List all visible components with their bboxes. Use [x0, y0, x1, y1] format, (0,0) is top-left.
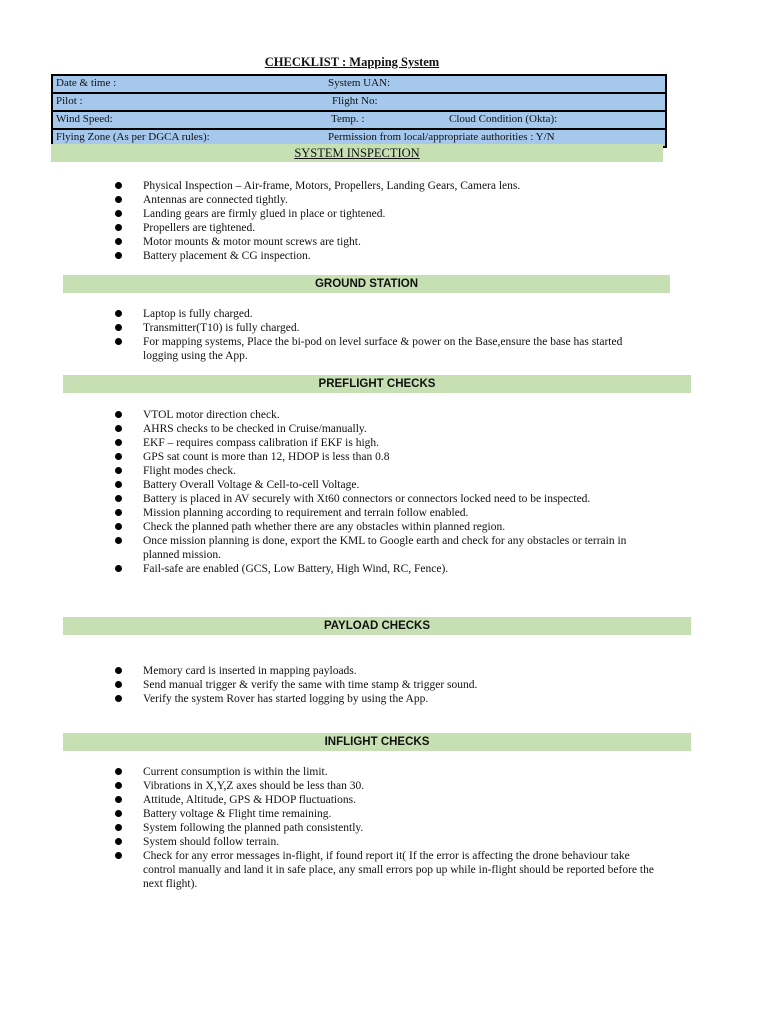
checklist-item-text: Current consumption is within the limit. [143, 766, 328, 778]
checklist-item-text: For mapping systems, Place the bi-pod on level surface & power on the Base,ensure the base has started logging using the App. [143, 336, 623, 362]
checklist-item-text: AHRS checks to be checked in Cruise/manually. [143, 423, 367, 435]
bullet-icon [115, 852, 122, 859]
bullet-icon [115, 338, 122, 345]
checklist-item [115, 307, 655, 321]
checklist-item-text: Check for any error messages in-flight, if found report it( If the error is affecting the drone behaviour take control manually and land it in safe place, any small errors pop up while in-flight should be reported before the next flight). [143, 850, 654, 890]
inflight-checks-list [115, 765, 655, 891]
cloud-condition-field: Cloud Condition (Okta): [449, 113, 558, 125]
flight-info-row [53, 76, 665, 94]
bullet-icon [115, 537, 122, 544]
bullet-icon [115, 667, 122, 674]
checklist-item [115, 450, 655, 464]
section-heading-payload-checks: PAYLOAD CHECKS [63, 617, 691, 635]
bullet-icon [115, 695, 122, 702]
bullet-icon [115, 439, 122, 446]
checklist-item-text: Attitude, Altitude, GPS & HDOP fluctuations. [143, 794, 356, 806]
checklist-item-text: Memory card is inserted in mapping payloads. [143, 665, 357, 677]
permission-field: Permission from local/appropriate authorities : Y/N [328, 131, 555, 143]
checklist-item [115, 807, 655, 821]
flight-info-row [53, 112, 665, 130]
checklist-item-text: Vibrations in X,Y,Z axes should be less than 30. [143, 780, 365, 792]
checklist-item-text: EKF – requires compass calibration if EKF is high. [143, 437, 380, 449]
checklist-item [115, 207, 655, 221]
bullet-icon [115, 324, 122, 331]
bullet-icon [115, 796, 122, 803]
bullet-icon [115, 824, 122, 831]
flight-info-row [53, 94, 665, 112]
bullet-icon [115, 481, 122, 488]
checklist-item [115, 821, 655, 835]
checklist-item [115, 534, 655, 562]
bullet-icon [115, 523, 122, 530]
checklist-item-text: Flight modes check. [143, 465, 236, 477]
checklist-item [115, 506, 655, 520]
checklist-item-text: Propellers are tightened. [143, 222, 256, 234]
checklist-item-text: Landing gears are firmly glued in place or tightened. [143, 208, 386, 220]
checklist-item-text: Verify the system Rover has started logging by using the App. [143, 693, 429, 705]
checklist-item-text: GPS sat count is more than 12, HDOP is less than 0.8 [143, 451, 390, 463]
checklist-item [115, 835, 655, 849]
checklist-item-text: Antennas are connected tightly. [143, 194, 288, 206]
bullet-icon [115, 768, 122, 775]
checklist-item [115, 464, 655, 478]
system-inspection-list [115, 179, 655, 263]
checklist-item-text: Battery placement & CG inspection. [143, 250, 311, 262]
checklist-item [115, 678, 655, 692]
checklist-item [115, 520, 655, 534]
checklist-item [115, 849, 655, 891]
bullet-icon [115, 310, 122, 317]
bullet-icon [115, 467, 122, 474]
checklist-item [115, 193, 655, 207]
system-uan-field: System UAN: [328, 77, 391, 89]
checklist-item [115, 779, 655, 793]
bullet-icon [115, 182, 122, 189]
bullet-icon [115, 238, 122, 245]
ground-station-list [115, 307, 655, 363]
checklist-item [115, 249, 655, 263]
bullet-icon [115, 810, 122, 817]
bullet-icon [115, 210, 122, 217]
checklist-item [115, 436, 655, 450]
checklist-item [115, 765, 655, 779]
checklist-item-text: Battery voltage & Flight time remaining. [143, 808, 332, 820]
checklist-item-text: Battery is placed in AV securely with Xt60 connectors or connectors locked need to be inspected. [143, 493, 591, 505]
bullet-icon [115, 495, 122, 502]
bullet-icon [115, 224, 122, 231]
flight-no-field: Flight No: [332, 95, 378, 107]
checklist-item [115, 492, 655, 506]
checklist-item [115, 179, 655, 193]
checklist-item-text: Mission planning according to requirement and terrain follow enabled. [143, 507, 469, 519]
document-title: CHECKLIST : Mapping System [264, 55, 440, 69]
checklist-item [115, 408, 655, 422]
bullet-icon [115, 453, 122, 460]
checklist-item [115, 692, 655, 706]
checklist-item-text: VTOL motor direction check. [143, 409, 280, 421]
section-heading-inflight-checks: INFLIGHT CHECKS [63, 733, 691, 751]
checklist-item-text: System following the planned path consistently. [143, 822, 364, 834]
checklist-item-text: System should follow terrain. [143, 836, 280, 848]
flight-info-table [51, 74, 667, 148]
bullet-icon [115, 782, 122, 789]
checklist-item-text: Fail-safe are enabled (GCS, Low Battery, High Wind, RC, Fence). [143, 563, 449, 575]
bullet-icon [115, 565, 122, 572]
preflight-checks-list [115, 408, 655, 576]
section-heading-ground-station: GROUND STATION [63, 275, 670, 293]
bullet-icon [115, 838, 122, 845]
bullet-icon [115, 411, 122, 418]
date-time-field: Date & time : [56, 77, 117, 89]
section-heading-preflight-checks: PREFLIGHT CHECKS [63, 375, 691, 393]
checklist-item [115, 235, 655, 249]
checklist-item-text: Once mission planning is done, export the KML to Google earth and check for any obstacles or terrain in planned mission. [143, 535, 627, 561]
bullet-icon [115, 196, 122, 203]
checklist-item [115, 321, 655, 335]
payload-checks-list [115, 664, 655, 706]
checklist-item [115, 335, 655, 363]
checklist-item-text: Motor mounts & motor mount screws are tight. [143, 236, 361, 248]
pilot-field: Pilot : [56, 95, 83, 107]
checklist-item [115, 221, 655, 235]
bullet-icon [115, 509, 122, 516]
checklist-item-text: Check the planned path whether there are any obstacles within planned region. [143, 521, 506, 533]
bullet-icon [115, 425, 122, 432]
checklist-item [115, 422, 655, 436]
temp-field: Temp. : [331, 113, 365, 125]
flying-zone-field: Flying Zone (As per DGCA rules): [56, 131, 210, 143]
checklist-item [115, 478, 655, 492]
checklist-item-text: Battery Overall Voltage & Cell-to-cell Voltage. [143, 479, 360, 491]
bullet-icon [115, 681, 122, 688]
checklist-item [115, 664, 655, 678]
wind-speed-field: Wind Speed: [56, 113, 113, 125]
checklist-item-text: Laptop is fully charged. [143, 308, 253, 320]
checklist-item-text: Send manual trigger & verify the same with time stamp & trigger sound. [143, 679, 478, 691]
checklist-item [115, 562, 655, 576]
section-heading-system-inspection: SYSTEM INSPECTION [51, 144, 663, 162]
checklist-item-text: Physical Inspection – Air-frame, Motors, Propellers, Landing Gears, Camera lens. [143, 180, 521, 192]
bullet-icon [115, 252, 122, 259]
checklist-item-text: Transmitter(T10) is fully charged. [143, 322, 300, 334]
checklist-item [115, 793, 655, 807]
